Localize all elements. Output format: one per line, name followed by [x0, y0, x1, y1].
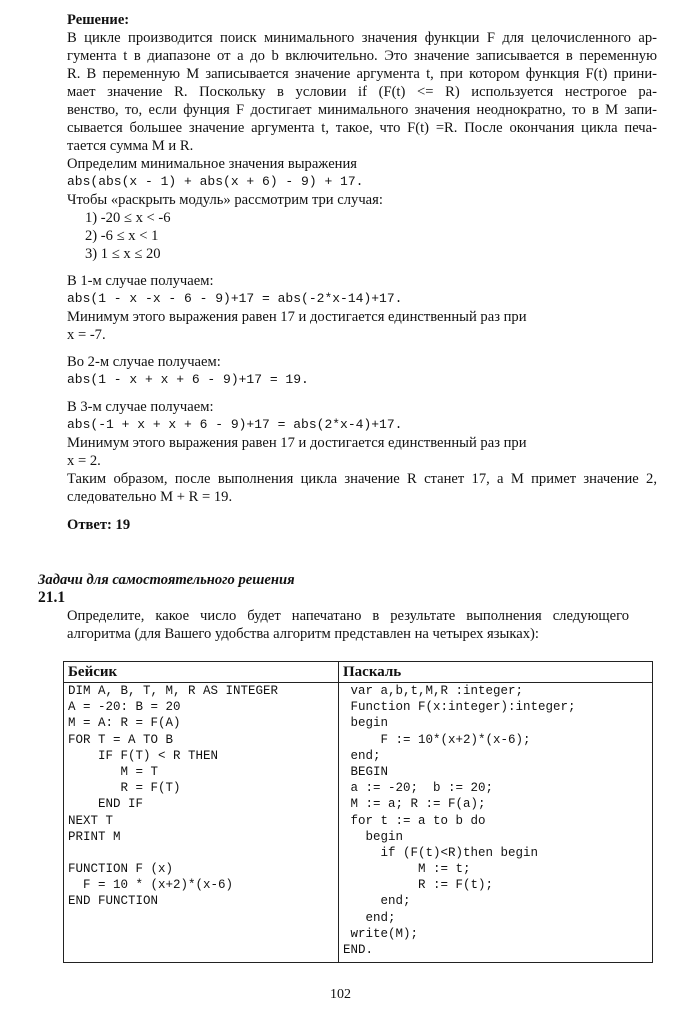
- code-line: BEGIN: [343, 764, 389, 779]
- pascal-header: Паскаль: [339, 662, 653, 683]
- case3-minimum: Минимум этого выражения равен 17 и достигается единственный раз при: [67, 435, 527, 451]
- code-line: M := t;: [343, 862, 471, 877]
- paragraph-line: сывается большее значение аргумента t, такое, что F(t) =R. После окончания цикла печа-: [67, 120, 657, 136]
- case-item: 2) -6 ≤ x < 1: [85, 228, 159, 244]
- code-line: var a,b,t,M,R :integer;: [343, 684, 524, 698]
- code-line: IF F(T) < R THEN: [68, 748, 219, 763]
- paragraph-line: венство, то, если фунция F достигает минимального значения неоднократно, то в M запи-: [67, 102, 657, 118]
- conclusion-line: следовательно M + R = 19.: [67, 489, 233, 505]
- case2-expression: abs(1 - x + x + 6 - 9)+17 = 19.: [67, 372, 309, 387]
- code-line: end;: [343, 748, 381, 763]
- code-line: end;: [343, 894, 411, 909]
- code-line: END IF: [68, 797, 144, 812]
- code-line: M := a; R := F(a);: [343, 797, 486, 812]
- task-text-line: алгоритма (для Вашего удобства алгоритм представлен на четырех языках):: [67, 626, 539, 642]
- code-line: FOR T = A TO B: [68, 732, 174, 747]
- paragraph-line: В цикле производится поиск минимального значения функции F для целочисленного ар-: [67, 30, 657, 46]
- paragraph-line: R. В переменную M записывается значение аргумента t, при котором функция F(t) прини-: [67, 66, 657, 82]
- code-line: R = F(T): [68, 781, 181, 796]
- solution-heading: Решение:: [67, 12, 130, 28]
- case1-expression: abs(1 - x -x - 6 - 9)+17 = abs(-2*x-14)+17.: [67, 291, 403, 306]
- code-line: A = -20: B = 20: [68, 700, 181, 715]
- pascal-code: [339, 683, 653, 963]
- code-line: M = T: [68, 764, 159, 779]
- task-number: 21.1: [38, 589, 66, 606]
- case1-minimum: Минимум этого выражения равен 17 и достигается единственный раз при: [67, 309, 527, 325]
- define-line: Определим минимальное значения выражения: [67, 156, 358, 172]
- code-line: END.: [343, 943, 374, 957]
- conclusion-line: Таким образом, после выполнения цикла значение R станет 17, а M примет значение 2,: [67, 471, 657, 487]
- code-line: Function F(x:integer):integer;: [343, 700, 576, 715]
- tasks-heading: Задачи для самостоятельного решения: [38, 572, 295, 588]
- code-line: R := F(t);: [343, 878, 494, 893]
- tasks-section: [38, 571, 658, 643]
- code-line: DIM A, B, T, M, R AS INTEGER: [68, 684, 279, 698]
- code-line: write(M);: [343, 926, 419, 941]
- paragraph-line: мает значение R. Поскольку в условии if (F(t) <= R) используется нестрогое ра-: [67, 84, 657, 100]
- paragraph-line: тается сумма M и R.: [67, 138, 194, 154]
- paragraph-line: гумента t в диапазоне от a до b включительно. Это значение записывается в переменную: [67, 48, 657, 64]
- code-line: [68, 845, 334, 861]
- page-number: 102: [330, 987, 351, 1002]
- answer: Ответ: 19: [67, 517, 131, 533]
- task-text-line: Определите, какое число будет напечатано в результате выполнения следующего: [67, 608, 629, 624]
- code-line: for t := a to b do: [343, 813, 486, 828]
- basic-header: Бейсик: [64, 662, 339, 683]
- code-line: end;: [343, 910, 396, 925]
- code-line: begin: [343, 716, 389, 731]
- case-item: 1) -20 ≤ x < -6: [85, 210, 171, 226]
- case3-x: x = 2.: [67, 453, 101, 469]
- code-line: M = A: R = F(A): [68, 716, 181, 731]
- code-line: F := 10*(x+2)*(x-6);: [343, 732, 531, 747]
- case-item: 3) 1 ≤ x ≤ 20: [85, 246, 161, 262]
- case3-title: В 3-м случае получаем:: [67, 399, 214, 415]
- case2-title: Во 2-м случае получаем:: [67, 354, 221, 370]
- case3-expression: abs(-1 + x + x + 6 - 9)+17 = abs(2*x-4)+17.: [67, 417, 403, 432]
- code-line: begin: [343, 829, 404, 844]
- code-line: F = 10 * (x+2)*(x-6): [68, 878, 234, 893]
- solution-section: [67, 11, 657, 534]
- code-line: END FUNCTION: [68, 894, 159, 909]
- cases-intro: Чтобы «раскрыть модуль» рассмотрим три случая:: [67, 192, 383, 208]
- code-table: [63, 661, 653, 963]
- basic-code: [64, 683, 339, 963]
- code-line: FUNCTION F (x): [68, 862, 174, 877]
- code-line: a := -20; b := 20;: [343, 781, 494, 796]
- code-line: NEXT T: [68, 813, 114, 828]
- case1-x: x = -7.: [67, 327, 106, 343]
- code-line: PRINT M: [68, 829, 121, 844]
- code-line: if (F(t)<R)then begin: [343, 845, 539, 860]
- expression: abs(abs(x - 1) + abs(x + 6) - 9) + 17.: [67, 174, 364, 189]
- case1-title: В 1-м случае получаем:: [67, 273, 214, 289]
